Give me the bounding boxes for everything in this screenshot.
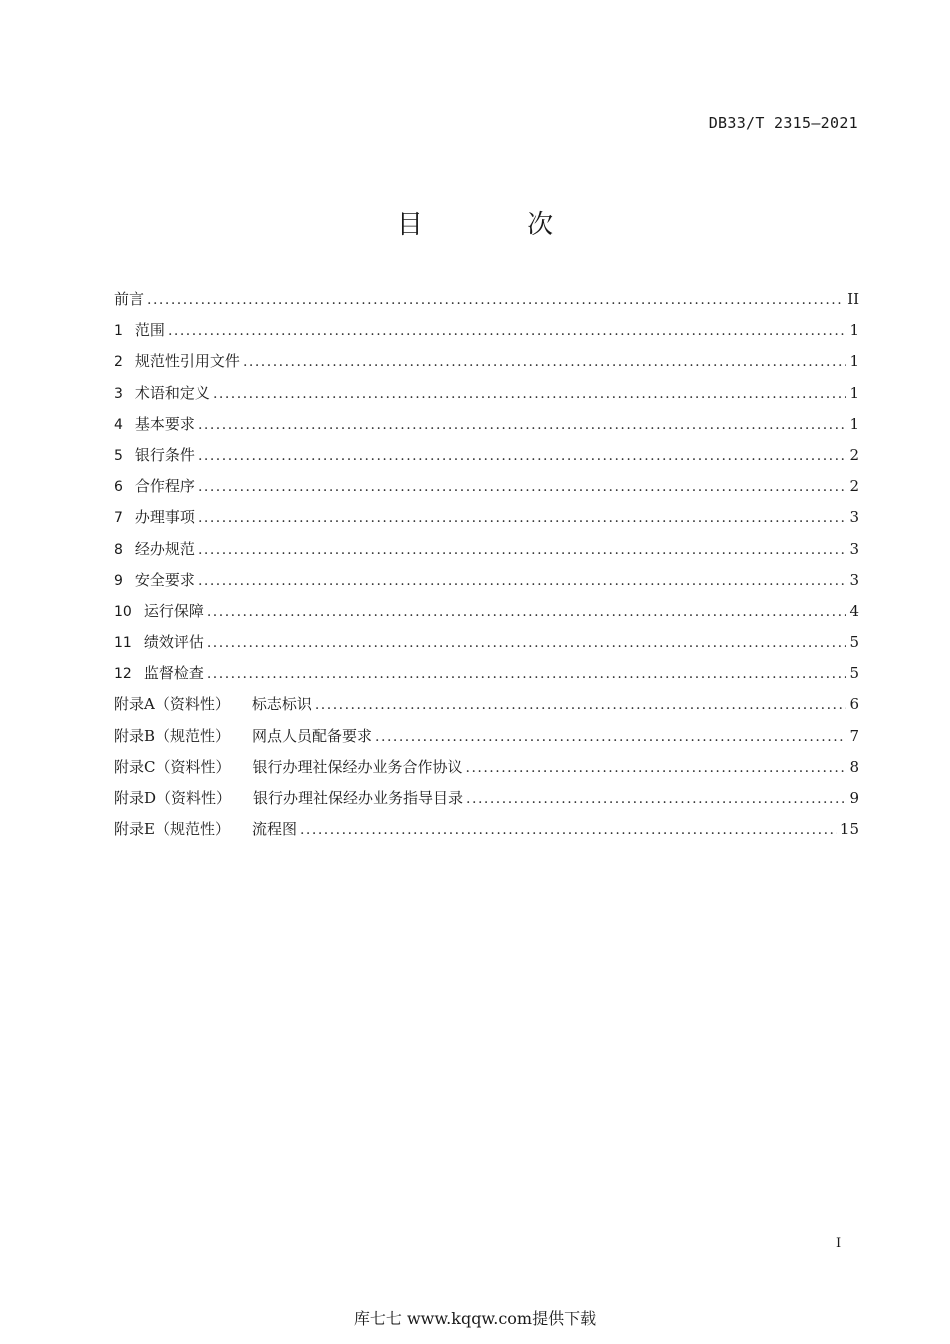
document-code: DB33/T 2315—2021	[708, 114, 858, 132]
toc-entry-label: 银行条件	[134, 445, 195, 464]
toc-entry-page: 5	[849, 633, 859, 652]
toc-entry-label: 银行办理社保经办业务指导目录	[253, 789, 464, 807]
toc-entry-page: 2	[849, 477, 859, 496]
toc-leader-dots	[207, 666, 847, 682]
toc-entry-number: 11	[114, 635, 132, 652]
toc-entry-label: 合作程序	[134, 477, 195, 496]
toc-leader-dots	[198, 542, 847, 558]
toc-entry-number: 4	[114, 416, 123, 433]
toc-entry[interactable]	[114, 569, 859, 600]
toc-entry-label: 网点人员配备要求	[252, 726, 373, 745]
toc-leader-dots	[315, 697, 847, 713]
toc-entry[interactable]	[114, 756, 859, 787]
toc-entry-appendix-prefix: 附录E（规范性）	[114, 820, 230, 839]
toc-entry-number: 10	[114, 603, 132, 620]
toc-entry-appendix-prefix: 附录C（资料性）	[114, 757, 231, 776]
toc-entry-number: 6	[114, 479, 123, 496]
toc-entry[interactable]	[114, 693, 859, 724]
toc-entry-label: 运行保障	[143, 601, 204, 620]
toc-leader-dots	[466, 791, 846, 807]
toc-entry[interactable]	[114, 725, 859, 756]
toc-entry-label: 银行办理社保经办业务合作协议	[252, 757, 463, 776]
toc-leader-dots	[243, 354, 847, 370]
toc-leader-dots	[213, 386, 847, 402]
toc-entry[interactable]	[114, 662, 859, 693]
toc-leader-dots	[147, 292, 844, 308]
toc-entry-number: 5	[114, 447, 123, 464]
toc-entry[interactable]	[114, 475, 859, 506]
toc-entry[interactable]	[114, 288, 859, 319]
toc-entry-number: 7	[114, 510, 123, 527]
toc-entry-page: II	[847, 290, 859, 308]
toc-leader-dots	[375, 729, 846, 745]
toc-entry[interactable]	[114, 538, 859, 569]
toc-leader-dots	[168, 323, 847, 339]
toc-entry-number: 2	[114, 354, 123, 371]
toc-entry-appendix-prefix: 附录B（规范性）	[114, 726, 231, 745]
toc-entry-page: 4	[849, 601, 859, 620]
toc-entry[interactable]	[114, 600, 859, 631]
toc-entry[interactable]	[114, 413, 859, 444]
toc-entry-label: 基本要求	[134, 414, 195, 433]
toc-entry-page: 7	[849, 726, 859, 745]
toc-entry-label: 规范性引用文件	[134, 352, 240, 371]
toc-entry-number: 9	[114, 572, 123, 589]
toc-entry-page: 1	[849, 414, 859, 433]
toc-leader-dots	[207, 635, 847, 651]
toc-entry-label: 标志标识	[251, 695, 312, 714]
toc-entry-label: 办理事项	[134, 508, 195, 527]
toc-entry-page: 1	[849, 352, 859, 371]
toc-entry-page: 3	[849, 508, 859, 527]
toc-entry-page: 1	[849, 321, 859, 340]
toc-entry[interactable]	[114, 444, 859, 475]
download-footer: 库七七 www.kqqw.com提供下载	[353, 1309, 597, 1328]
toc-entry-page: 8	[849, 757, 859, 776]
toc-leader-dots	[198, 479, 847, 495]
toc-entry[interactable]	[114, 787, 859, 818]
toc-entry-label: 范围	[134, 321, 165, 340]
toc-entry-label: 监督检查	[143, 664, 204, 683]
toc-entry-page: 6	[849, 695, 859, 714]
toc-entry-label: 经办规范	[134, 539, 195, 558]
toc-entry-appendix-prefix: 附录D（资料性）	[114, 789, 232, 807]
table-of-contents	[114, 288, 859, 849]
toc-entry-page: 9	[849, 789, 859, 807]
toc-entry-label: 安全要求	[134, 570, 195, 589]
toc-entry[interactable]	[114, 631, 859, 662]
toc-leader-dots	[198, 573, 847, 589]
toc-leader-dots	[207, 604, 847, 620]
page-title: 目 次	[396, 210, 602, 240]
toc-entry-page: 15	[839, 820, 859, 839]
toc-entry-label: 绩效评估	[143, 633, 204, 652]
toc-entry[interactable]	[114, 818, 859, 849]
toc-entry-number: 8	[114, 541, 123, 558]
toc-entry-label: 前言	[114, 290, 145, 308]
toc-entry[interactable]	[114, 350, 859, 381]
toc-entry-number: 12	[114, 666, 132, 683]
toc-entry-page: 3	[849, 539, 859, 558]
toc-entry-number: 1	[114, 323, 123, 340]
toc-entry[interactable]	[114, 382, 859, 413]
toc-entry[interactable]	[114, 319, 859, 350]
toc-entry-page: 3	[849, 570, 859, 589]
toc-leader-dots	[466, 760, 847, 776]
toc-entry[interactable]	[114, 506, 859, 537]
toc-leader-dots	[198, 510, 847, 526]
toc-entry-label: 术语和定义	[134, 383, 210, 402]
toc-entry-page: 2	[849, 445, 859, 464]
toc-entry-page: 1	[849, 383, 859, 402]
toc-entry-page: 5	[849, 664, 859, 683]
toc-entry-appendix-prefix: 附录A（资料性）	[114, 695, 230, 714]
toc-entry-number: 3	[114, 385, 123, 402]
toc-leader-dots	[198, 448, 847, 464]
toc-leader-dots	[198, 417, 847, 433]
toc-entry-label: 流程图	[251, 820, 297, 839]
toc-leader-dots	[300, 822, 837, 838]
page-number: I	[836, 1236, 842, 1251]
